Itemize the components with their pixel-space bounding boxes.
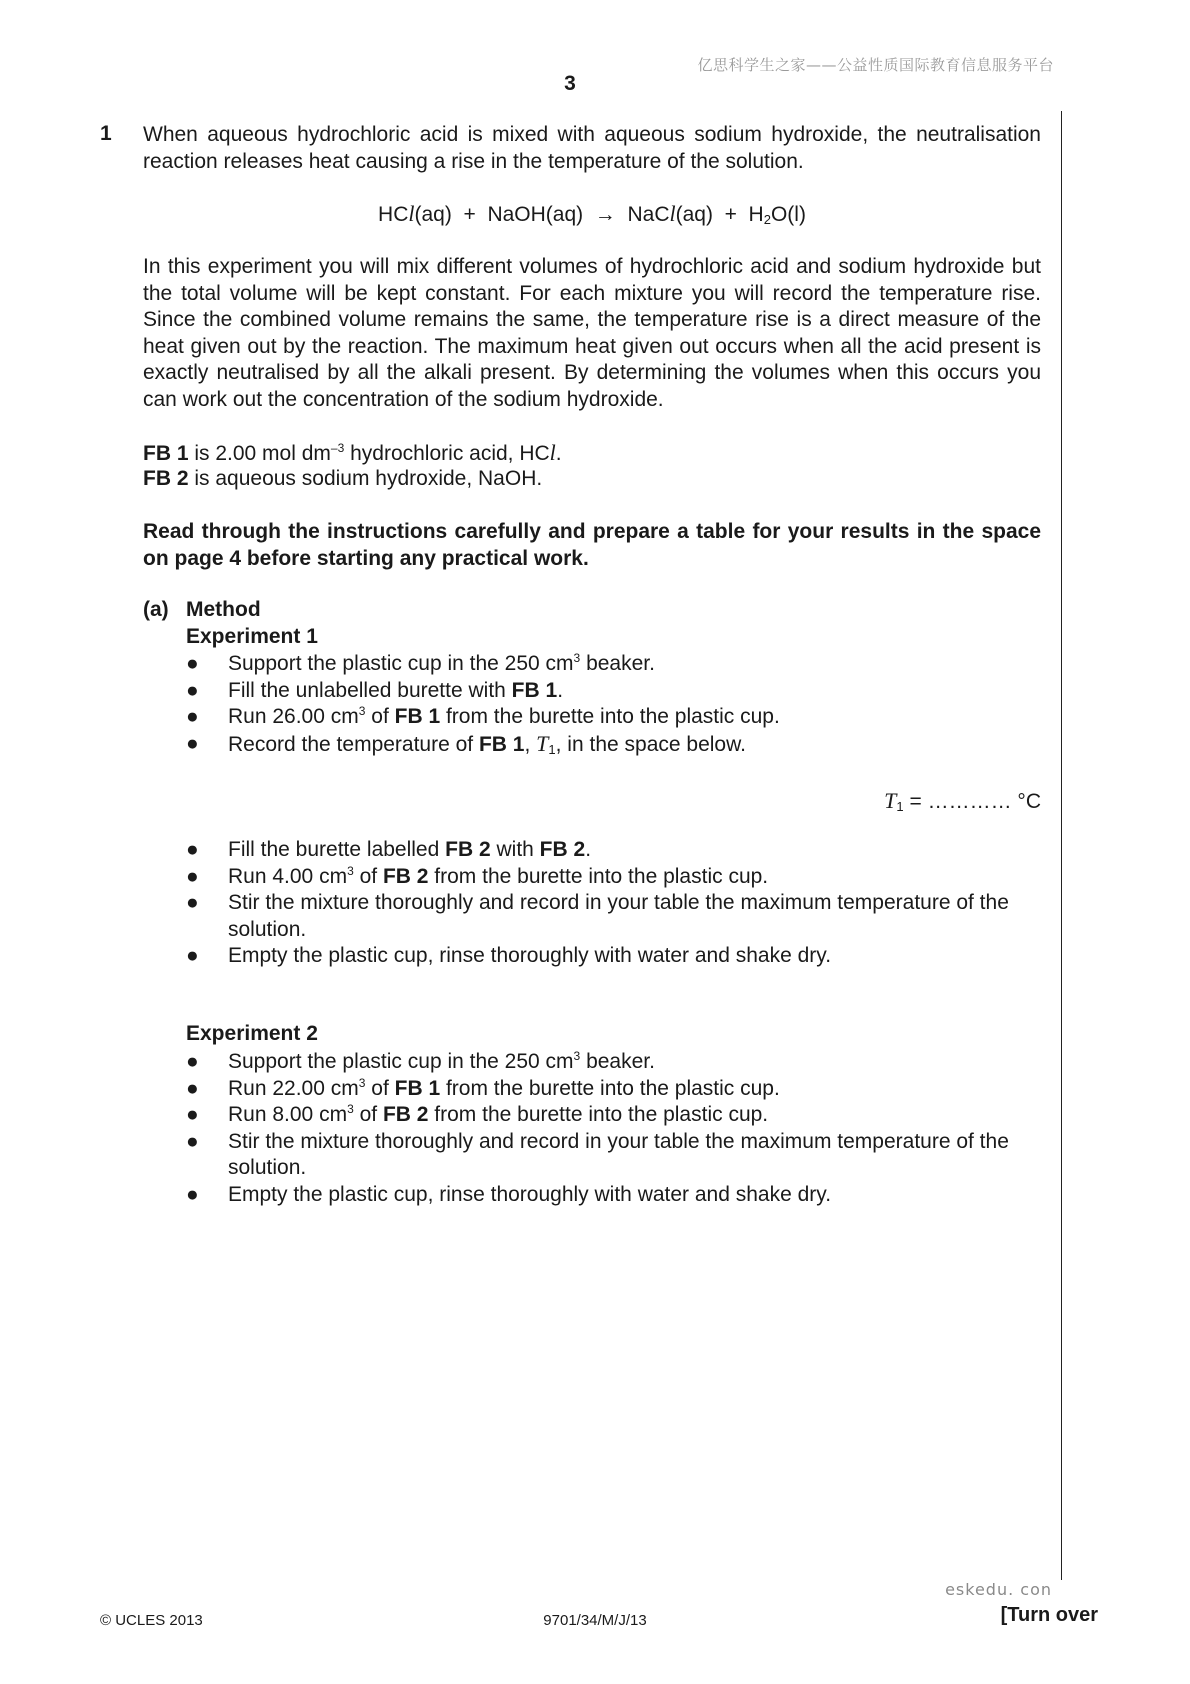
reagent-fb1: FB 1 is 2.00 mol $dm^{-3}$ hydrochloric acid, HCl. <box>143 440 562 465</box>
t1-answer-line[interactable]: $T_1$ = ………… °C <box>884 788 1041 814</box>
bullet-icon: ● <box>186 1129 199 1153</box>
bullet-icon: ● <box>186 731 199 755</box>
experiment-1-steps-b <box>186 837 1041 970</box>
list-item: ● Support the plastic cup in the 250 $cm^3$ beaker. <box>186 1049 1041 1076</box>
part-a-label: (a) <box>143 598 169 621</box>
experiment-2-steps <box>186 1049 1041 1209</box>
bullet-icon: ● <box>186 1103 199 1127</box>
list-item: ● Fill the burette labelled FB 2 with FB 2. <box>186 837 1041 864</box>
bullet-icon: ● <box>186 864 199 888</box>
list-item: ● Empty the plastic cup, rinse thoroughly with water and shake dry. <box>186 1182 1041 1209</box>
bullet-icon: ● <box>186 652 199 675</box>
bullet-icon: ● <box>186 1076 199 1100</box>
experiment-2-title: Experiment 2 <box>186 1022 318 1045</box>
list-item: ● Run 26.00 $cm^3$ of FB 1 from the burette into the plastic cup. <box>186 704 1041 731</box>
chemical-equation: HCl(aq) + NaOH(aq) → NaCl(aq) + $H_2O(l)$ <box>378 201 806 227</box>
list-item: ● Run 4.00 $cm^3$ of FB 2 from the burette into the plastic cup. <box>186 864 1041 891</box>
experiment-description: In this experiment you will mix different volumes of hydrochloric acid and sodium hydroxide but the total volume will be kept constant. For each mixture you will record the temperature rise. Since the combined volume remains the same, the temperature rise is a direct measure of the heat given out by the reaction. The maximum heat given out occurs when all the acid present is exactly neutralised by all the alkali present. By determining the volumes when this occurs you can work out the concentration of the sodium hydroxide. <box>143 255 1041 411</box>
experiment-1-steps-a <box>186 651 1041 758</box>
list-item: ● Stir the mixture thoroughly and record in your table the maximum temperature of the solution. <box>186 891 1009 941</box>
copyright: © UCLES 2013 <box>100 1612 203 1629</box>
question-intro: When aqueous hydrochloric acid is mixed with aqueous sodium hydroxide, the neutralisation reaction releases heat causing a rise in the temperature of the solution. <box>143 123 1041 173</box>
list-item: ● Run 22.00 $cm^3$ of FB 1 from the burette into the plastic cup. <box>186 1076 1041 1103</box>
list-item: ● Run 8.00 $cm^3$ of FB 2 from the burette into the plastic cup. <box>186 1102 1041 1129</box>
header-watermark: 亿思科学生之家——公益性质国际教育信息服务平台 <box>697 56 1054 74</box>
turn-over-label: [Turn over <box>1000 1604 1098 1626</box>
bullet-icon: ● <box>186 1050 199 1073</box>
bullet-icon: ● <box>186 705 199 729</box>
bullet-icon: ● <box>186 891 199 915</box>
bullet-icon: ● <box>186 838 199 861</box>
list-item: ● Stir the mixture thoroughly and record in your table the maximum temperature of the solution. <box>186 1129 1009 1180</box>
footer-watermark: eskedu. con <box>945 1580 1052 1599</box>
bullet-icon: ● <box>186 944 199 968</box>
instruction-text: Read through the instructions carefully and prepare a table for your results in the space on page 4 before starting any practical work. <box>143 520 1041 570</box>
paper-code: 9701/34/M/J/13 <box>543 1612 647 1629</box>
page-number: 3 <box>564 72 576 95</box>
list-item: ● Support the plastic cup in the 250 $cm^3$ beaker. <box>186 651 1041 678</box>
question-number: 1 <box>100 122 112 145</box>
list-item: ● Fill the unlabelled burette with FB 1. <box>186 678 1041 705</box>
experiment-1-title: Experiment 1 <box>186 625 318 648</box>
margin-rule <box>1061 111 1062 1580</box>
list-item: ● Record the temperature of FB 1, $T_1$, in the space below. <box>186 730 746 757</box>
list-item: ● Empty the plastic cup, rinse thoroughly with water and shake dry. <box>186 943 1041 970</box>
part-a-title: Method <box>186 598 261 621</box>
reagent-fb2: FB 2 is aqueous sodium hydroxide, NaOH. <box>143 467 543 490</box>
bullet-icon: ● <box>186 678 199 702</box>
bullet-icon: ● <box>186 1182 199 1206</box>
